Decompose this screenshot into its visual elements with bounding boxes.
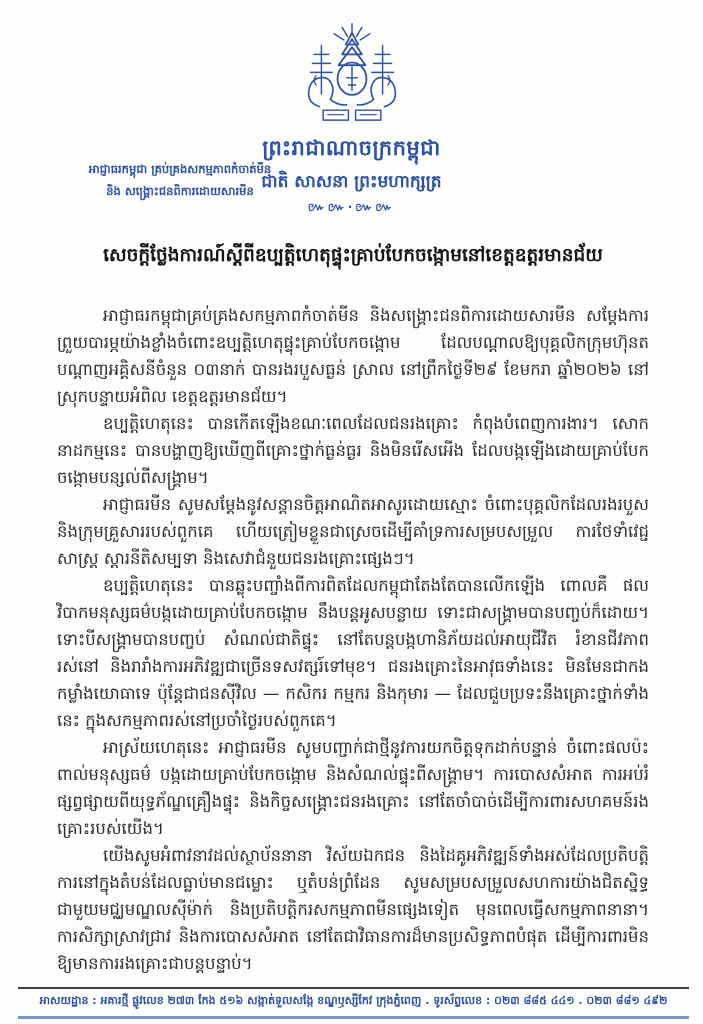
paragraph-5: អាស្រ័យហេតុនេះ អាជ្ញាធរមីន សូមបញ្ជាក់ជាថ្មីនូវការយកចិត្តទុកដាក់បន្ទាន់ ចំពោះផលប៉ះពាល់មនុស្សធម៌ បង្កដោយគ្រាប់បែកចង្កោម និងសំណល់ផ្ទុះពីសង្គ្រាម។ ការបោសសំអាត ការអប់រំផ្សព្វផ្សាយពីយុទ្ធភ័ណ្ឌគ្រឿងផ្ទុះ និងកិច្ចសង្គ្រោះជនរងគ្រោះ នៅតែចាំបាច់ដើម្បីការពារសហគមន៍រងគ្រោះរបស់យើង។	[57, 738, 649, 838]
statement-title: សេចក្តីថ្លែងការណ៍ស្តីពីឧប្បត្តិហេតុផ្ទុះគ្រាប់បែកចង្កោមនៅខេត្តឧត្តរមានជ័យ	[103, 245, 603, 266]
statement-body	[57, 302, 649, 977]
paragraph-4: ឧប្បត្តិហេតុនេះ បានឆ្លុះបញ្ចាំងពីការពិតដែលកម្ពុជាតែងតែបានលើកឡើង ពោលគឺ ផលវិបាកមនុស្សធម៌បង្កដោយគ្រាប់បែកចង្កោម នឹងបន្តអូសបន្លាយ ទោះជាសង្គ្រាមបានបញ្ចប់ក៏ដោយ។ ទោះបីសង្គ្រាមបានបញ្ចប់ សំណល់ជាតិផ្ទុះ នៅតែបន្តបង្កហានិភ័យដល់អាយុជីវិត រំខានជីវភាពរស់នៅ និងរារាំងការអភិវឌ្ឍជាច្រើនទសវត្សរ៍ទៅមុខ។ ជនរងគ្រោះនៃអាវុធទាំងនេះ មិនមែនជាកងកម្លាំងយោធាទេ ប៉ុន្តែជាជនស៊ីវិល — កសិករ កម្មករ និងកុមារ — ដែលជួបប្រទះនឹងគ្រោះថ្នាក់ទាំងនេះ ក្នុងសកម្មភាពរស់នៅប្រចាំថ្ងៃរបស់ពួកគេ។	[57, 576, 649, 730]
letterhead-line-1: អាជ្ញាធរកម្ពុជា គ្រប់គ្រងសកម្មភាពកំចាត់មីន	[88, 162, 272, 176]
letterhead-line-2: និង សង្គ្រោះជនពិការដោយសារមីន	[106, 184, 254, 199]
authority-letterhead	[36, 158, 324, 203]
decorative-flourish: ៚៚·៚៚	[307, 200, 396, 214]
paragraph-3: អាជ្ញាធរមីន សូមសម្តែងនូវសន្តានចិត្តអាណិតអាសូរដោយស្មោះ ចំពោះបុគ្គលិកដែលរងរបួស និងក្រុមគ្រួសាររបស់ពួកគេ ហើយត្រៀមខ្លួនជាស្រេចដើម្បីគាំទ្រការសម្របសម្រួល ការថែទាំវេជ្ជសាស្ត្រ ស្តារនីតិសម្បទា និងសេវាជំនួយជនរងគ្រោះផ្សេងៗ។	[57, 495, 649, 568]
nation-religion-king-motto: ជាតិ សាសនា ព្រះមហាក្សត្រ	[261, 172, 442, 192]
kingdom-of-cambodia-line: ព្រះរាជាណាចក្រកម្ពុជា	[262, 136, 441, 160]
royal-arms-of-cambodia-icon	[289, 18, 415, 134]
footer-contact-line: អាសយដ្ឋាន : អគារថ្មី ផ្លូវលេខ ២៧៣ កែង ៥១៦ សង្កាត់ទួលសង្កែ ខណ្ឌឫស្សីកែវ ក្រុងភ្នំពេញ . ទូរស័ព្ទលេខ : ០២៣ ៨៨៥ ៤៤១ . ០២៣ ៨៨១ ៤៩២	[39, 994, 668, 1007]
footer-contact-bar	[18, 987, 689, 1019]
paragraph-1: អាជ្ញាធរកម្ពុជាគ្រប់គ្រងសកម្មភាពកំចាត់មីន និងសង្គ្រោះជនពិការដោយសារមីន សម្តែងការព្រួយបារម្ភយ៉ាងខ្លាំងចំពោះឧប្បត្តិហេតុផ្ទុះគ្រាប់បែកចង្កោម ដែលបណ្តាលឱ្យបុគ្គលិកក្រុមហ៊ុនតបណ្តាញអគ្គិសនីចំនួន ០៣នាក់ បានរងរបួសធ្ងន់ ស្រាល នៅព្រឹកថ្ងៃទី២៩ ខែមករា ឆ្នាំ២០២៦ នៅស្រុកបន្ទាយអំពិល ខេត្តឧត្តរមានជ័យ។	[57, 306, 649, 406]
paragraph-6: យើងសូមអំពាវនាវដល់ស្ថាប័ននានា វិស័យឯកជន និងដៃគូអភិវឌ្ឍន៍ទាំងអស់ដែលប្រតិបត្តិការនៅក្នុងតំបន់ដែលធ្លាប់មានជម្លោះ ឬតំបន់ព្រំដែន សូមសម្របសម្រួលសហការយ៉ាងជិតស្និទ្ធជាមួយមជ្ឈមណ្ឌលស៊ីម៉ាក់ និងប្រតិបត្តិករសកម្មភាពមីនផ្សេងទៀត មុនពេលធ្វើសកម្មភាពនានា។ ការសិក្សាស្រាវជ្រាវ និងការបោសសំអាត នៅតែជាវិធានការដ៏មានប្រសិទ្ធភាពបំផុត ដើម្បីការពារមិនឱ្យមានការរងគ្រោះជាបន្តបន្ទាប់។	[57, 846, 649, 973]
paragraph-2: ឧប្បត្តិហេតុនេះ បានកើតឡើងខណៈពេលដែលជនរងគ្រោះ កំពុងបំពេញការងារ។ សោកនាដកម្មនេះ បានបង្ហាញឱ្យឃើញពីគ្រោះថ្នាក់ធ្ងន់ធ្ងរ និងមិនរើសអើង ដែលបង្កឡើងដោយគ្រាប់បែកចង្កោមបន្សល់ពីសង្គ្រាម។	[57, 414, 649, 487]
